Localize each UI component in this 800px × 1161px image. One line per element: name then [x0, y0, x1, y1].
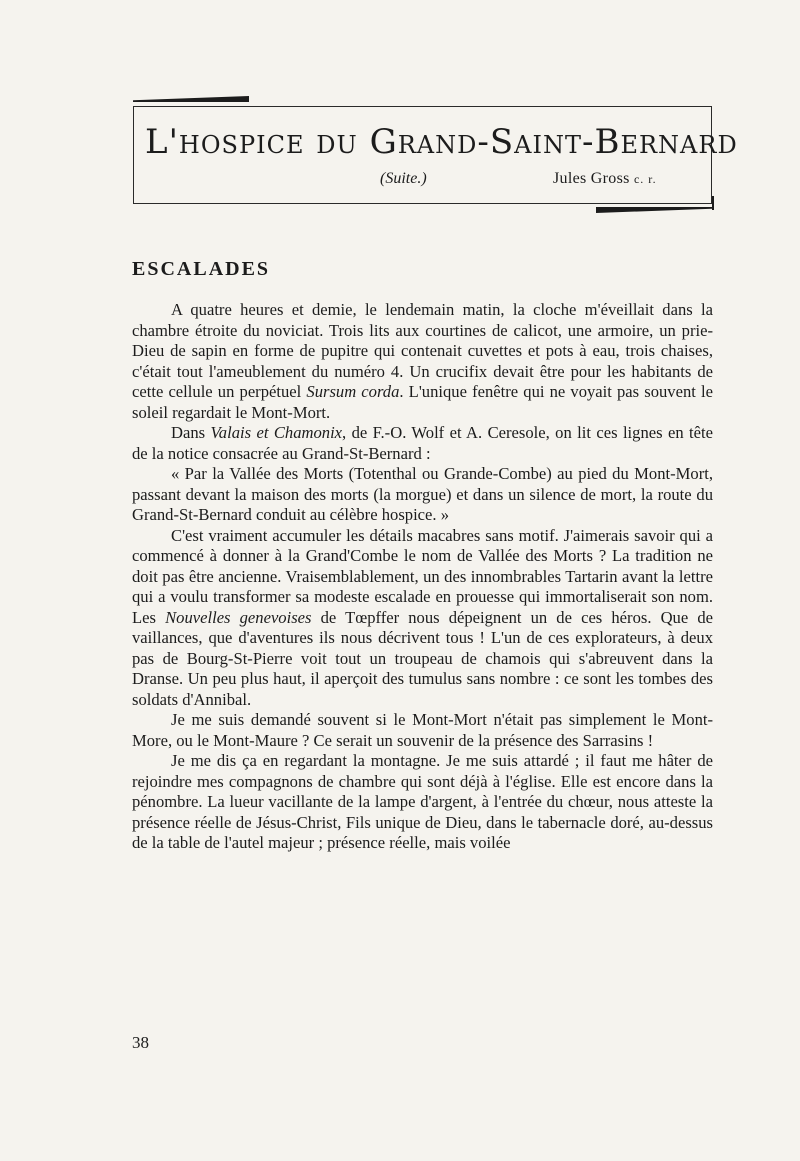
author-name: Jules Gross: [553, 170, 630, 187]
paragraph: Je me suis demandé souvent si le Mont-Mort n'était pas simplement le Mont-More, ou le Mont-Maure ? Ce serait un souvenir de la présence des Sarrasins !: [132, 710, 713, 750]
quote-paragraph: « Par la Vallée des Morts (Totenthal ou Grande-Combe) au pied du Mont-Mort, passant devant la maison des morts (la morgue) et dans un silence de mort, la route du Grand-St-Bernard conduit au célèbre hospice. »: [132, 464, 713, 524]
paragraph: A quatre heures et demie, le lendemain matin, la cloche m'éveillait dans la chambre étroite du noviciat. Trois lits aux courtines de calicot, une armoire, un prie-Dieu de sapin en forme de pupitre qui contenait cuvettes et pots à eau, trois chaises, c'était tout l'ameublement du numéro 4. Un crucifix devait être pour les habitants de cette cellule un perpétuel Sursum corda. L'unique fenêtre qui ne voyait pas souvent le soleil regardait le Mont-Mort.: [132, 300, 713, 422]
bottom-rule: [596, 207, 712, 213]
page-number: 38: [132, 1033, 149, 1052]
paragraph: Je me dis ça en regardant la montagne. Je me suis attardé ; il faut me hâter de rejoindre mes compagnons de chambre qui sont déjà à l'église. Elle est encore dans la pénombre. La lueur vacillante de la lampe d'argent, à l'entrée du chœur, nous atteste la présence réelle de Jésus-Christ, Fils unique de Dieu, dans le tabernacle doré, au-dessus de la table de l'autel majeur ; présence réelle, mais voilée: [132, 751, 713, 852]
rule-tick: [712, 196, 714, 210]
author-line: [553, 170, 657, 188]
paragraph: Dans Valais et Chamonix, de F.-O. Wolf et A. Ceresole, on lit ces lignes en tête de la notice consacrée au Grand-St-Bernard :: [132, 423, 713, 463]
top-rule: [133, 96, 249, 102]
section-title: ESCALADES: [132, 258, 271, 280]
suite-label: (Suite.): [380, 170, 427, 187]
article-title: L'hospice du Grand-Saint-Bernard: [145, 122, 738, 162]
author-suffix: c. r.: [633, 172, 657, 186]
paragraph: C'est vraiment accumuler les détails macabres sans motif. J'aimerais savoir qui a commencé à donner à la Grand'Combe le nom de Vallée des Morts ? La tradition ne doit pas être ancienne. Vraisemblablement, un des innombrables Tartarin avant la lettre qui a voulu transformer sa modeste escalade en prouesse qui immortaliserait son nom. Les Nouvelles genevoises de Tœpffer nous dépeignent un de ces héros. Que de vaillances, que d'aventures ils nous décrivent tous ! L'un de ces explorateurs, à deux pas de Bourg-St-Pierre voit tout un troupeau de chamois qui s'abreuvent dans la Dranse. Un peu plus haut, il aperçoit des tumulus sans nombre : ce sont les tombes des soldats d'Annibal.: [132, 525, 713, 709]
article-body: [132, 300, 713, 854]
